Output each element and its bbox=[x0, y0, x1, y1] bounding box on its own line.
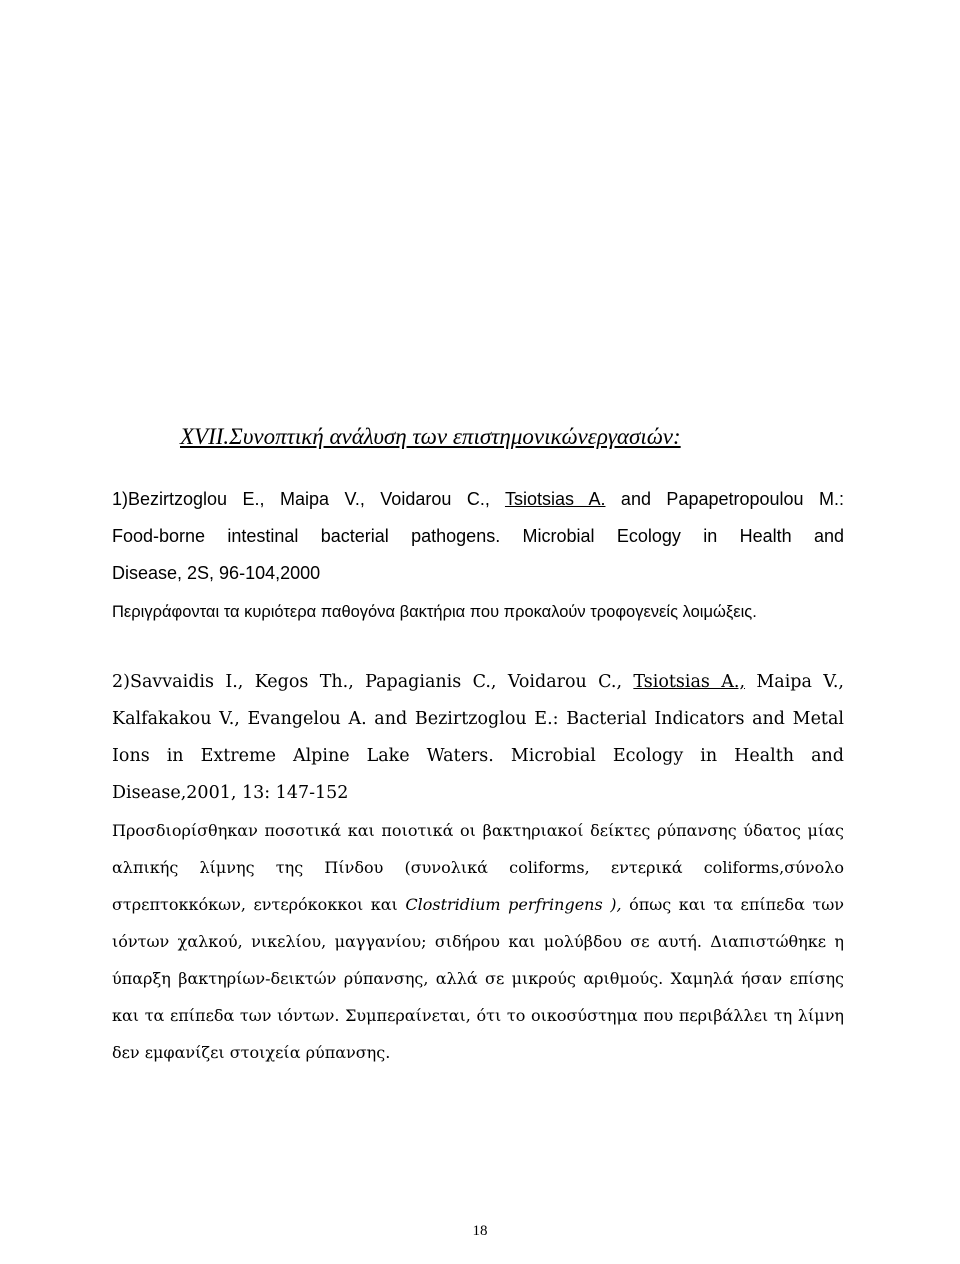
summary-2 bbox=[112, 812, 844, 1071]
reference-2-authors: Savvaidis I., Kegos Th., Papagianis C., Voidarou C., bbox=[129, 672, 634, 692]
summary-1: Περιγράφονται τα κυριότερα παθογόνα βακτήρια που προκαλούν τροφογενείς λοιμώξεις. bbox=[112, 603, 757, 621]
reference-2-underlined-author: Tsiotsias A., bbox=[633, 672, 746, 692]
page-number: 18 bbox=[472, 1223, 488, 1239]
reference-1 bbox=[112, 481, 844, 592]
summary-2-line-2: αλπικής λίμνης της Πίνδου (συνολικά coliforms, εντερικά coliforms,σύνολο bbox=[112, 858, 844, 877]
summary-2-line-7: δεν εμφανίζει στοιχεία ρύπανσης. bbox=[112, 1043, 391, 1062]
reference-2-line-3: Ions in Extreme Alpine Lake Waters. Microbial Ecology in Health and bbox=[112, 746, 844, 766]
summary-2-line-1: Προσδιορίσθηκαν ποσοτικά και ποιοτικά οι βακτηριακοί δείκτες ρύπανσης ύδατος μίας bbox=[112, 821, 844, 840]
reference-2-line-2: Kalfakakou V., Evangelou A. and Bezirtzoglou E.: Bacterial Indicators and Metal bbox=[112, 709, 844, 729]
summary-2-line-5: ύπαρξη βακτηρίων-δεικτών ρύπανσης, αλλά σε μικρούς αριθμούς. Χαμηλά ήσαν επίσης bbox=[112, 969, 844, 988]
reference-2-line-1 bbox=[112, 664, 844, 701]
reference-1-underlined-author: Tsiotsias A. bbox=[504, 489, 606, 509]
reference-2-number: 2) bbox=[112, 672, 130, 692]
summary-2-line-3-end: όπως και τα επίπεδα των bbox=[621, 895, 845, 914]
summary-2-line-3-start: στρεπτοκκόκων, εντερόκοκκοι και bbox=[112, 895, 406, 914]
reference-1-authors-end: and Papapetropoulou M.: bbox=[605, 489, 844, 509]
reference-1-line-2: Food-borne intestinal bacterial pathogens. Microbial Ecology in Health and bbox=[112, 526, 844, 546]
reference-1-line-3: Disease, 2S, 96-104,2000 bbox=[112, 563, 321, 583]
section-heading: XVII.Συνοπτική ανάλυση των επιστημονικώνεργασιών: bbox=[180, 424, 681, 449]
species-name: Clostridium perfringens ), bbox=[405, 895, 622, 914]
reference-1-authors: Bezirtzoglou E., Maipa V., Voidarou C., bbox=[128, 489, 505, 509]
reference-1-number: 1) bbox=[112, 489, 129, 509]
reference-2 bbox=[112, 664, 844, 812]
reference-2-line-4: Disease,2001, 13: 147-152 bbox=[112, 783, 349, 803]
summary-2-line-6: και τα επίπεδα των ιόντων. Συμπεραίνεται, ότι το οικοσύστημα που περιβάλλει τη λίμνη bbox=[112, 1006, 844, 1025]
reference-1-line-1 bbox=[112, 481, 844, 518]
summary-2-line-3 bbox=[112, 886, 844, 923]
summary-2-line-4: ιόντων χαλκού, νικελίου, μαγγανίου; σιδήρου και μολύβδου σε αυτή. Διαπιστώθηκε η bbox=[112, 932, 844, 951]
reference-2-authors-end: Maipa V., bbox=[745, 672, 844, 692]
